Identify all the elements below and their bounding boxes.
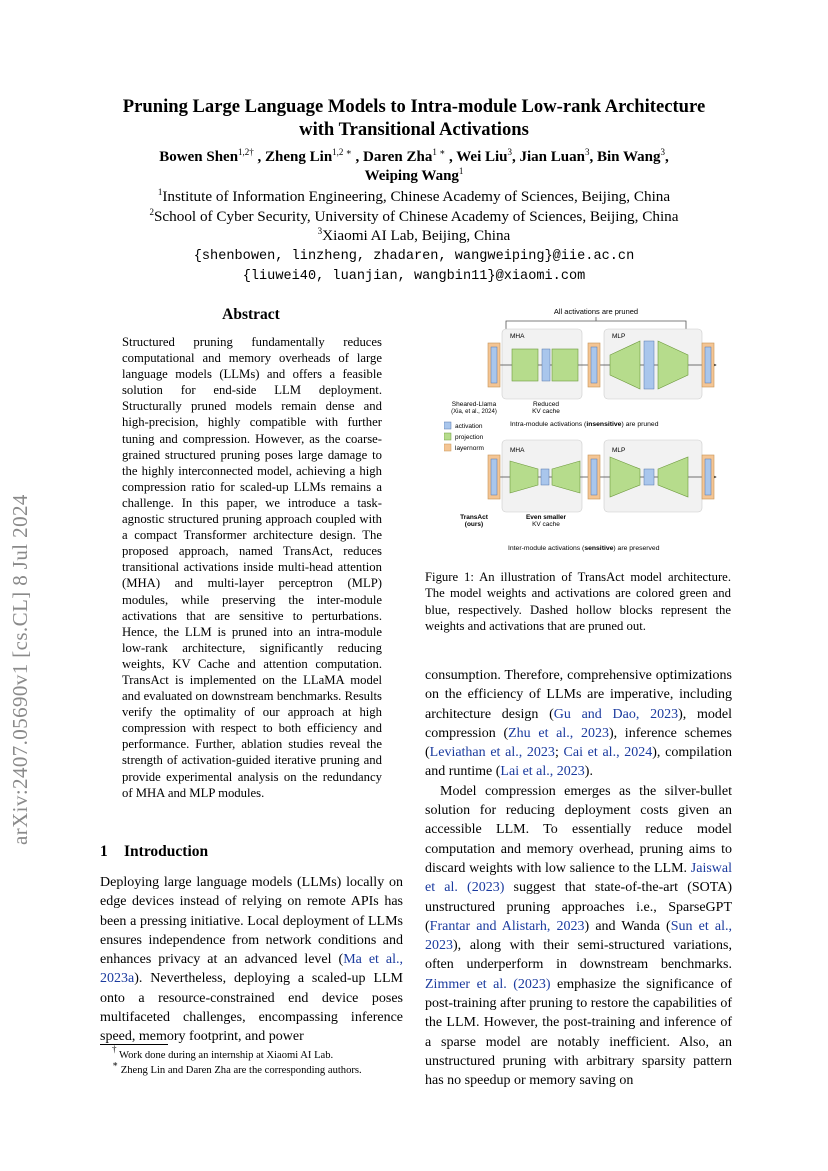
author: Zheng Lin$^{1,2 ∗}$ , [265, 147, 364, 165]
figure-caption: Figure 1: An illustration of TransAct model architecture. The model weights and activations are colored green and blue, respectively. Dashed hollow blocks represent the weights and activations that are pruned out. [425, 570, 731, 633]
even-smaller-label: Even smaller [525, 514, 567, 521]
affiliation: $^2$School of Cyber Security, University of Chinese Academy of Sciences, Beijing, China [149, 206, 679, 225]
legend-swatch-activation [444, 422, 451, 429]
paper-title [90, 95, 738, 141]
citation-link[interactable]: Jaiswal et al. (2023) [425, 860, 732, 896]
abstract-body: Structured pruning fundamentally reduces computational and memory overheads of large language models (LLMs) and offers a feasible solution for end-side LLM deployment. Structurally pruned models remain dense and high-precision, highly compatible with further tuning and compression. However, as the coarse-grained structured pruning poses large damage to the highly interconnected model, achieving a high compression ratio for scaled-up LLMs remains a challenge. In this paper, we introduce a task-agnostic structured pruning approach coupled with a compact Transformer architecture design. The proposed approach, named TransAct, reduces transitional activations inside multi-head attention (MHA) and multi-layer perceptron (MLP) modules, while preserving the inter-module activations that are sensitive to perturbations. Hence, the LLM is pruned into an intra-module low-rank architecture, significantly reducing weights, KV Cache and attention computation. TransAct is implemented on the LLaMA model and evaluated on downstream benchmarks. Results verify the optimality of our approach at high compression with respect to both efficiency and performance. Further, ablation studies reveal the strength of activation-guided iterative pruning and provide experimental analysis on the redundancy of MHA and MLP modules. [122, 335, 382, 800]
author: Wei Liu$^3$, [456, 147, 520, 165]
legend-layernorm: layernorm [455, 445, 484, 452]
top-label: All activations are pruned [553, 307, 639, 316]
citation-link[interactable]: Ma et al., 2023a [100, 952, 404, 987]
projection-block [552, 349, 578, 381]
sheared-citation: (Xia, et al., 2024) [451, 409, 497, 415]
author: Bowen Shen$^{1,2\dagger}$ , [159, 147, 266, 165]
mha-label: MHA [510, 447, 525, 454]
architecture-diagram [444, 303, 740, 565]
legend-activation: activation [455, 423, 483, 430]
author: Weiping Wang$^1$ [364, 166, 464, 184]
mlp-label: MLP [612, 333, 626, 340]
author: Daren Zha$^{1 ∗}$ , [363, 147, 457, 165]
paragraph: Model compression emerges as the silver-bullet solution for reducing deployment costs given an accessible LLM. To essentially reduce model computation and memory overhead, pruning aims to discard weights with low salience to the LLM. Jaiswal et al. (2023) suggest that state-of-the-art (SOTA) unstructured pruning approaches i.e., SparseGPT (Frantar and Alistarh, 2023) and Wanda (Sun et al., 2023), along with their semi-structured variations, often underperform in downstream benchmarks. Zimmer et al. (2023) emphasize the significance of post-training after pruning to restore the capabilities of the LLM. However, the post-training and inference of a sparse model are notably inefficient. Also, an unstructured pruning with arbitrary sparsity pattern has no speedup or memory saving on [425, 783, 732, 1089]
footnote: † Work done during an internship at Xiaomi AI Lab. [112, 1044, 334, 1061]
affiliation: $^3$Xiaomi AI Lab, Beijing, China [317, 226, 511, 245]
intro-paragraph: Deploying large language models (LLMs) locally on edge devices instead of relying on remote APIs has been a pressing initiative. Local deployment of LLMs ensures independence from network conditions and enhances privacy at an advanced level (Ma et al., 2023a). Nevertheless, deploying a scaled-up LLM onto a resource-constrained end device poses multifaceted challenges, encompassing inference speed, memory footprint, and power [100, 875, 404, 1045]
activation-block [491, 459, 497, 495]
legend-projection: projection [455, 434, 484, 441]
kv-cache-label: KV cache [532, 521, 560, 528]
citation-link[interactable]: Frantar and Alistarh, 2023 [429, 918, 585, 934]
ours-label: (ours) [464, 521, 484, 528]
activation-block [644, 341, 654, 389]
author: Jian Luan$^3$, [519, 147, 597, 165]
activation-block [541, 469, 549, 485]
activation-block [491, 347, 497, 383]
legend-swatch-projection [444, 433, 451, 440]
mha-label: MHA [510, 333, 525, 340]
affiliations [90, 187, 738, 246]
footnotes [100, 1044, 405, 1078]
author-emails [90, 247, 738, 286]
sheared-label: Sheared-Llama [451, 401, 497, 408]
kv-cache-label: KV cache [532, 408, 560, 415]
legend-swatch-layernorm [444, 444, 451, 451]
author: Bin Wang$^3$, [596, 147, 669, 165]
transact-label: TransAct [460, 514, 488, 521]
paragraph: consumption. Therefore, comprehensive optimizations on the efficiency of LLMs are imperative, including architecture design (Gu and Dao, 2023), model compression (Zhu et al., 2023), inference schemes (Leviathan et al., 2023; Cai et al., 2024), compilation and runtime (Lai et al., 2023). [425, 668, 732, 780]
email-line: {shenbowen, linzheng, zhadaren, wangweiping}@iie.ac.cn [193, 249, 635, 264]
author-list [90, 148, 738, 186]
activation-block [591, 347, 597, 383]
activation-block [705, 347, 711, 383]
abstract-heading: Abstract [222, 306, 280, 323]
top-bracket [506, 317, 686, 329]
activation-block [705, 459, 711, 495]
intra-module-label: Intra-module activations (insensitive) are pruned [510, 421, 659, 428]
citation-link[interactable]: Zimmer et al. (2023) [425, 976, 551, 992]
affiliation: $^1$Institute of Information Engineering, Chinese Academy of Sciences, Beijing, China [157, 187, 671, 205]
footnote-rule [100, 1044, 168, 1045]
title-line-2: with Transitional Activations [299, 119, 529, 140]
citation-link[interactable]: Leviathan et al., 2023 [429, 745, 555, 761]
activation-block [591, 459, 597, 495]
projection-block [512, 349, 538, 381]
inter-module-label: Inter-module activations (sensitive) are preserved [508, 545, 660, 552]
activation-block [644, 469, 654, 485]
reduced-label: Reduced [532, 401, 560, 408]
arxiv-identifier: arXiv:2407.05690v1 [cs.CL] 8 Jul 2024 [8, 494, 32, 845]
citation-link[interactable]: Cai et al., 2024 [563, 745, 653, 761]
title-line-1: Pruning Large Language Models to Intra-module Low-rank Architecture [122, 96, 706, 117]
section-title: Introduction [124, 843, 209, 860]
section-heading [100, 843, 208, 861]
citation-link[interactable]: Gu and Dao, 2023 [553, 706, 679, 722]
mlp-label: MLP [612, 447, 626, 454]
email-line: {liuwei40, luanjian, wangbin11}@xiaomi.com [242, 268, 586, 284]
citation-link[interactable]: Sun et al., 2023 [425, 918, 732, 954]
right-column-body [425, 666, 732, 1091]
figure-1 [444, 303, 740, 565]
footnote: ∗ Zheng Lin and Daren Zha are the corresponding authors. [112, 1059, 362, 1076]
activation-block [542, 349, 550, 381]
citation-link[interactable]: Zhu et al., 2023 [508, 725, 609, 741]
citation-link[interactable]: Lai et al., 2023 [500, 764, 585, 780]
section-number: 1 [100, 843, 108, 860]
